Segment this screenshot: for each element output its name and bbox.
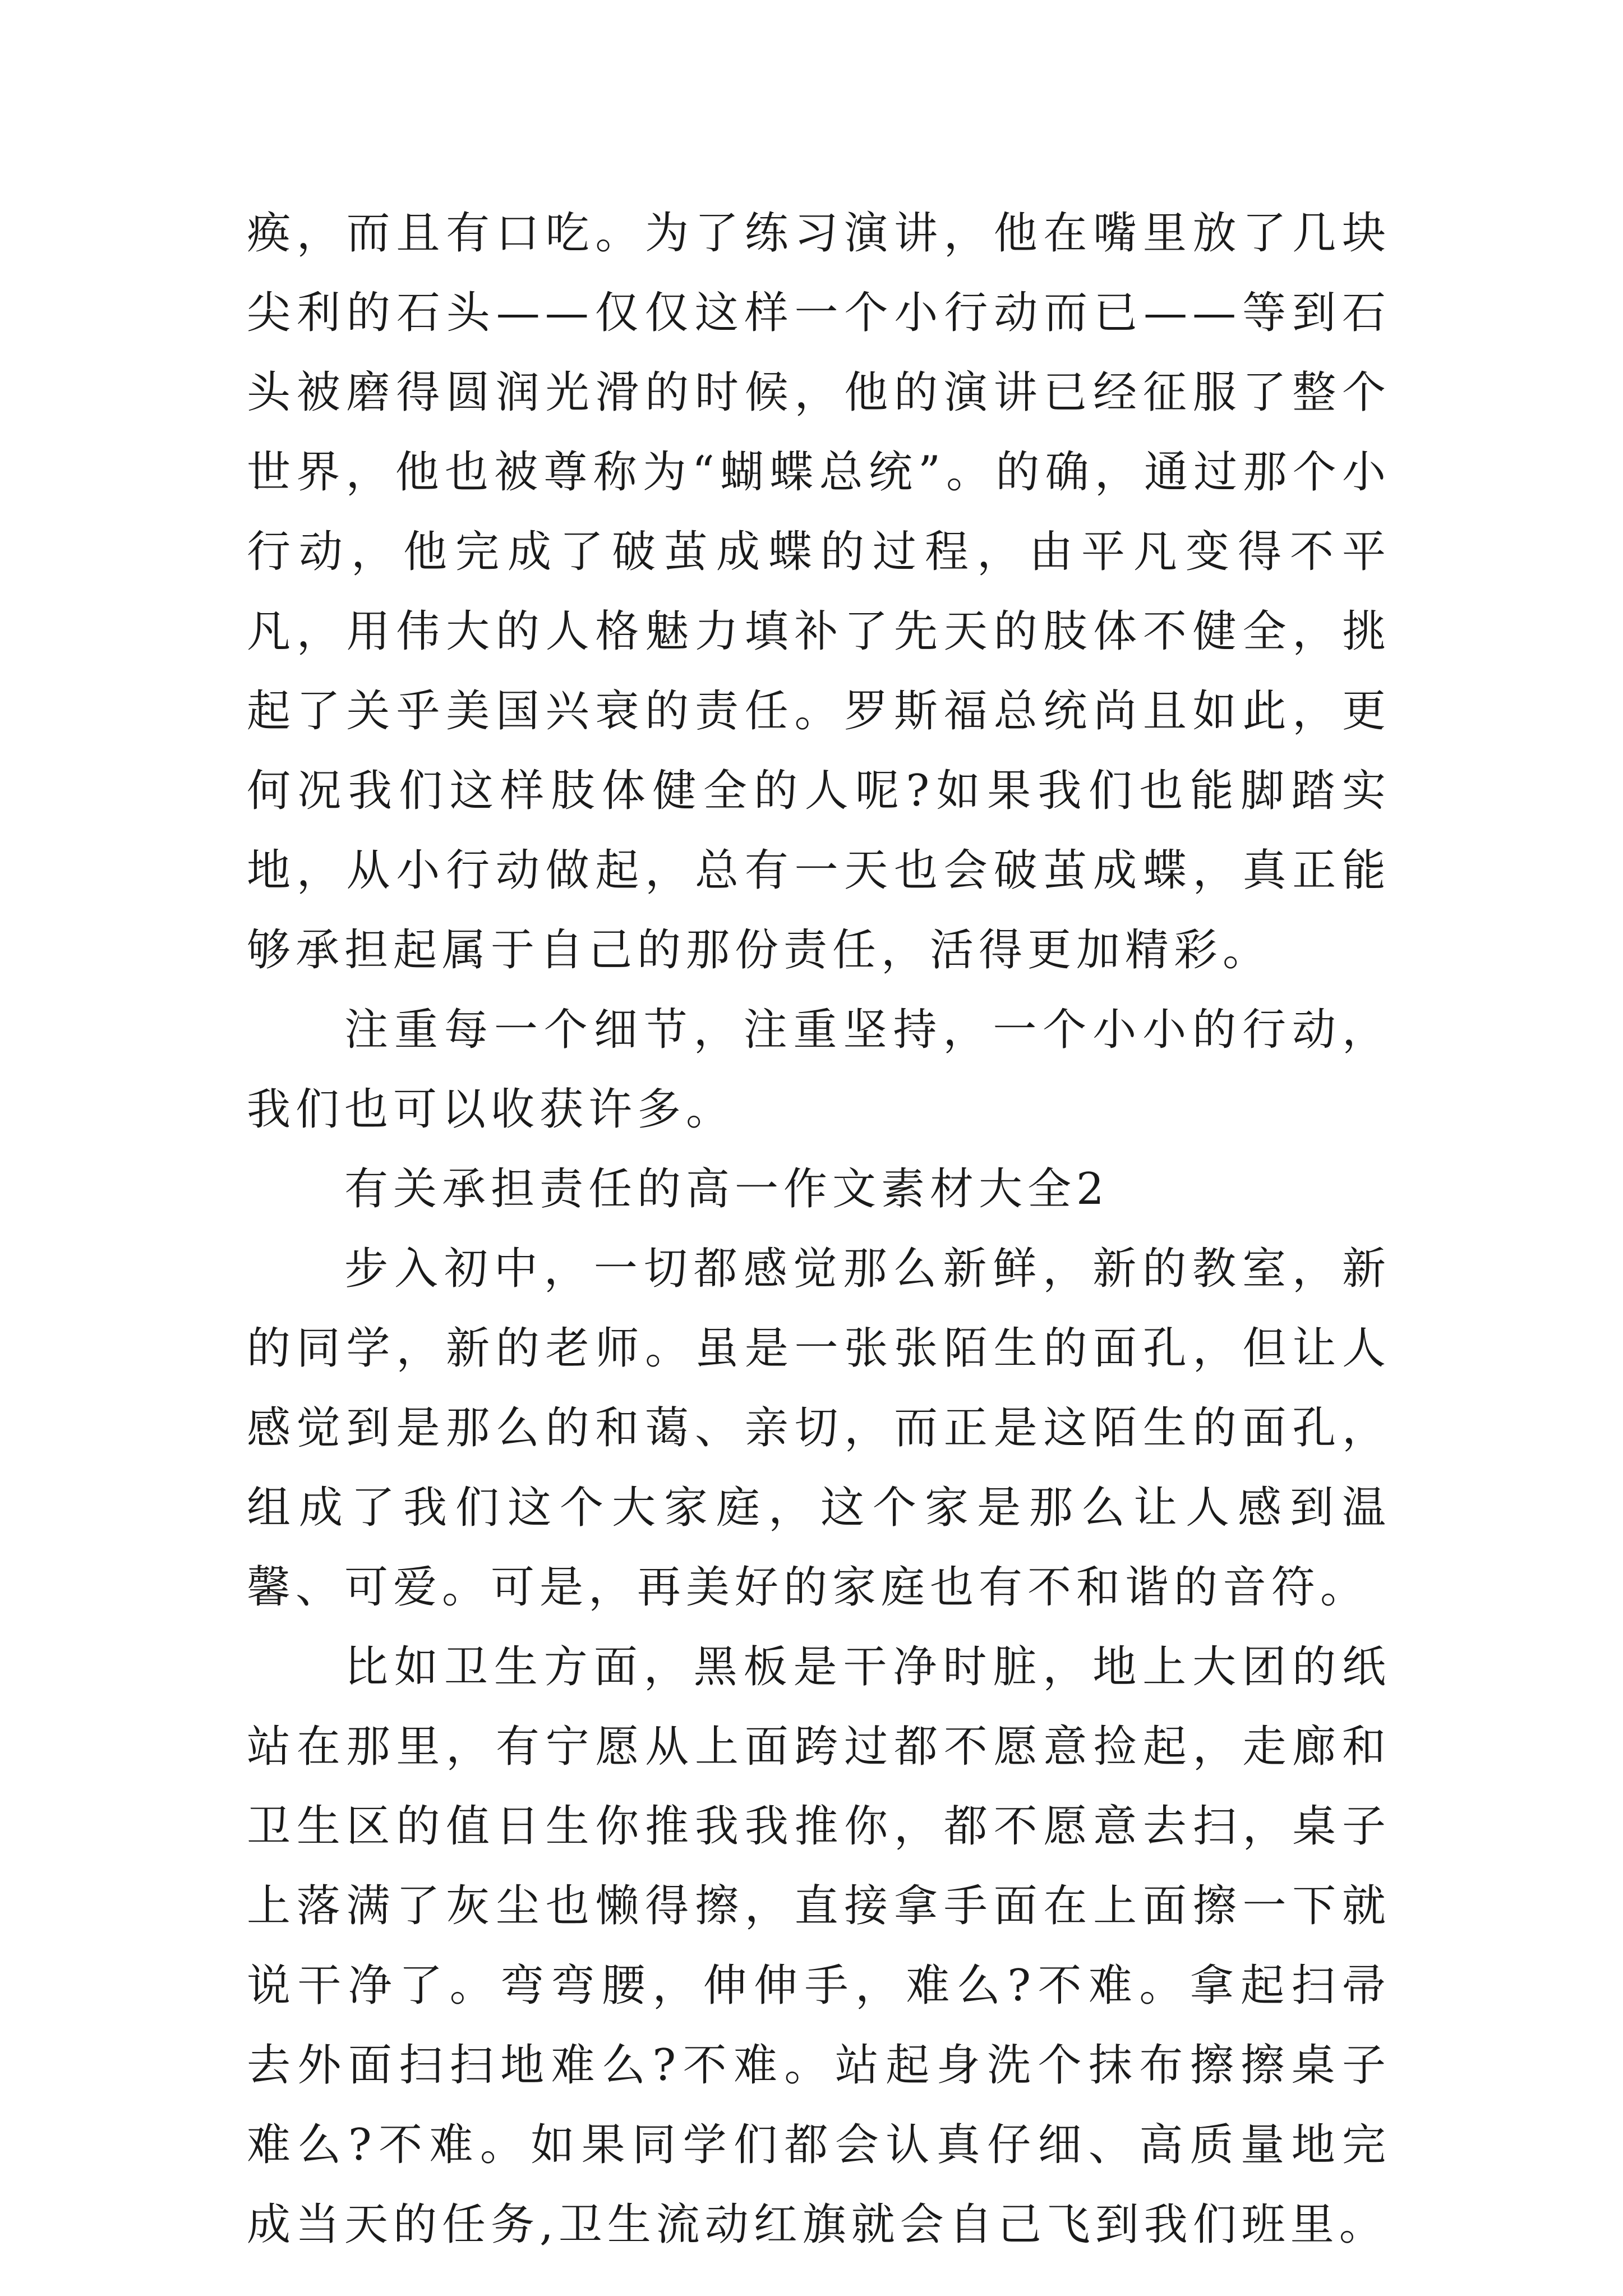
paragraph-hygiene: 比如卫生方面，黑板是干净时脏，地上大团的纸站在那里，有宁愿从上面跨过都不愿意捡起，走廊和卫生区的值日生你推我我推你，都不愿意去扫，桌子上落满了灰尘也懒得擦，直接拿手面在上面擦一下就说干净了。弯弯腰，伸伸手，难么?不难。拿起扫帚去外面扫扫地难么?不难。站起身洗个抹布擦擦桌子难么?不难。如果同学们都会认真仔细、高质量地完成当天的任务,卫生流动红旗就会自己飞到我们班里。	[247, 1642, 1391, 2250]
document-body	[247, 194, 1391, 2265]
paragraph-summary: 注重每一个细节，注重坚持，一个小小的行动，我们也可以收获许多。	[247, 1005, 1391, 1135]
paragraph-intro: 步入初中，一切都感觉那么新鲜，新的教室，新的同学，新的老师。虽是一张张陌生的面孔，但让人感觉到是那么的和蔼、亲切，而正是这陌生的面孔，组成了我们这个大家庭，这个家是那么让人感到温馨、可爱。可是，再美好的家庭也有不和谐的音符。	[247, 1244, 1391, 1613]
paragraph-continuation: 痪，而且有口吃。为了练习演讲，他在嘴里放了几块尖利的石头——仅仅这样一个小行动而已——等到石头被磨得圆润光滑的时候，他的演讲已经征服了整个世界，他也被尊称为“蝴蝶总统”。的确，通过那个小行动，他完成了破茧成蝶的过程，由平凡变得不平凡，用伟大的人格魅力填补了先天的肢体不健全，挑起了关乎美国兴衰的责任。罗斯福总统尚且如此，更何况我们这样肢体健全的人呢?如果我们也能脚踏实地，从小行动做起，总有一天也会破茧成蝶，真正能够承担起属于自己的那份责任，活得更加精彩。	[247, 208, 1391, 976]
section-heading: 有关承担责任的高一作文素材大全2	[344, 1164, 1109, 1214]
